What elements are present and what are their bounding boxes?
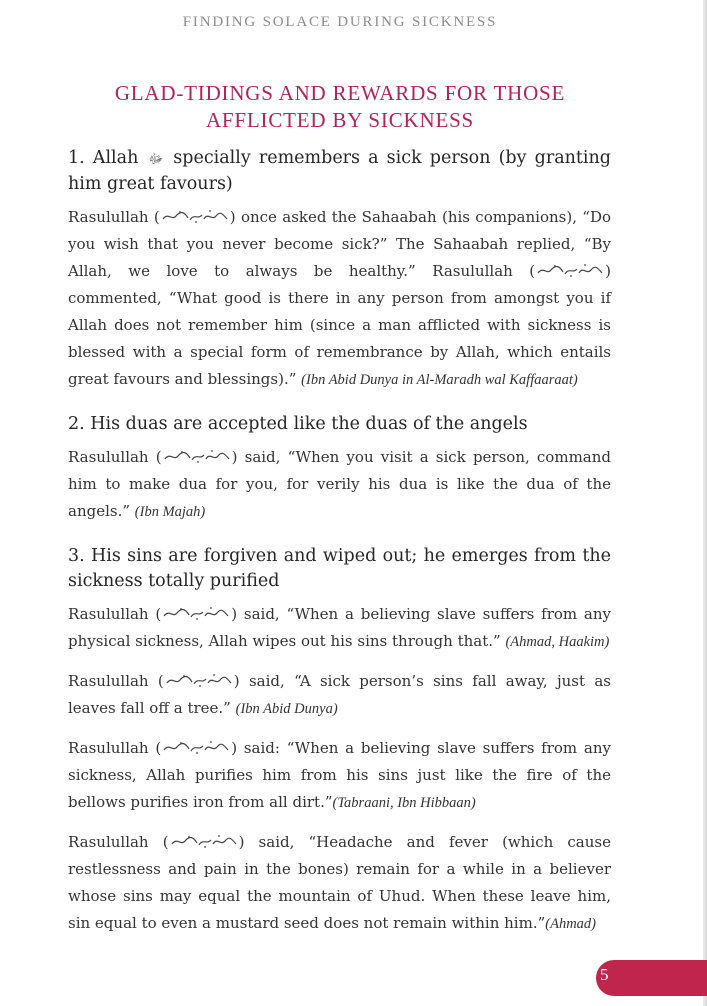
section-1-heading-start: 1. Allah [68,148,139,168]
section-3-paragraph-3 [68,735,611,817]
para-text: Rasulullah ( [68,448,162,466]
main-content [68,146,611,950]
salutation-icon [535,262,605,278]
allah-honorific-icon: ﷻ [148,152,164,167]
page-edge [703,0,707,1006]
salutation-icon [164,672,234,688]
section-2-heading: 2. His duas are accepted like the duas of the angels [68,414,528,434]
section-3-paragraph-2 [68,668,611,723]
para-text: ) commented, “What good is there in any person from amongst you if Allah does not remember him (since a man afflicted with sickness is blessed with a special form of remembrance by Allah, which entails great favours and blessings).” [68,262,611,388]
para-text: ) said, “A sick person’s sins fall away, just as leaves fall off a tree.” [68,672,611,717]
page-number-tab [596,960,707,996]
section-1-paragraph [68,204,611,394]
para-text: Rasulullah ( [68,833,169,851]
reference-citation: (Ibn Abid Dunya in Al-Maradh wal Kaffaaraat) [301,372,578,388]
section-1-heading-end: specially remembers a sick person (by granting him great favours) [68,148,612,194]
para-text: Rasulullah ( [68,739,162,757]
title-line-2: AFFLICTED BY SICKNESS [205,108,475,132]
para-text: ) once asked the Sahaabah (his companions), “Do you wish that you never become sick?” The Sahaabah replied, “By Allah, we love to always be healthy.” Rasulullah ( [68,208,612,280]
section-3-paragraph-4 [68,829,611,938]
reference-citation: (Ahmad) [545,916,597,932]
para-text: Rasulullah ( [68,208,160,226]
salutation-icon [161,605,231,621]
para-text: ) said, “When you visit a sick person, command him to make dua for you, for verily his dua is like the dua of the angels.” [68,448,611,520]
section-1-heading [68,146,611,197]
para-text: Rasulullah ( [68,605,162,623]
running-head: FINDING SOLACE DURING SICKNESS [182,14,498,30]
section-2-paragraph [68,444,611,526]
reference-citation: (Ibn Majah) [134,504,206,520]
page-title [0,80,680,134]
para-text: Rasulullah ( [68,672,164,690]
salutation-icon [160,208,230,224]
para-text: ) said: “When a believing slave suffers from any sickness, Allah purifies him from his sins just like the fire of the bellows purifies iron from all dirt.” [68,739,612,811]
salutation-icon [169,833,239,849]
title-line-1: GLAD-TIDINGS AND REWARDS FOR THOSE [114,81,566,105]
para-text: ) said, “Headache and fever (which cause restlessness and pain in the bones) remain for a while in a believer whose sins may equal the mountain of Uhud. When these leave him, sin equal to even a mustard seed does not remain within him.” [68,833,611,932]
para-text: ) said, “When a believing slave suffers from any physical sickness, Allah wipes out his sins through that.” [68,605,611,650]
salutation-icon [161,739,231,755]
section-3-heading: 3. His sins are forgiven and wiped out; he emerges from the sickness totally purified [68,546,611,591]
reference-citation: (Ahmad, Haakim) [505,634,610,650]
salutation-icon [162,448,232,464]
reference-citation: (Ibn Abid Dunya) [235,701,338,717]
section-3-paragraph-1 [68,601,611,656]
page-number: 5 [600,965,609,984]
reference-citation: (Tabraani, Ibn Hibbaan) [332,795,476,811]
